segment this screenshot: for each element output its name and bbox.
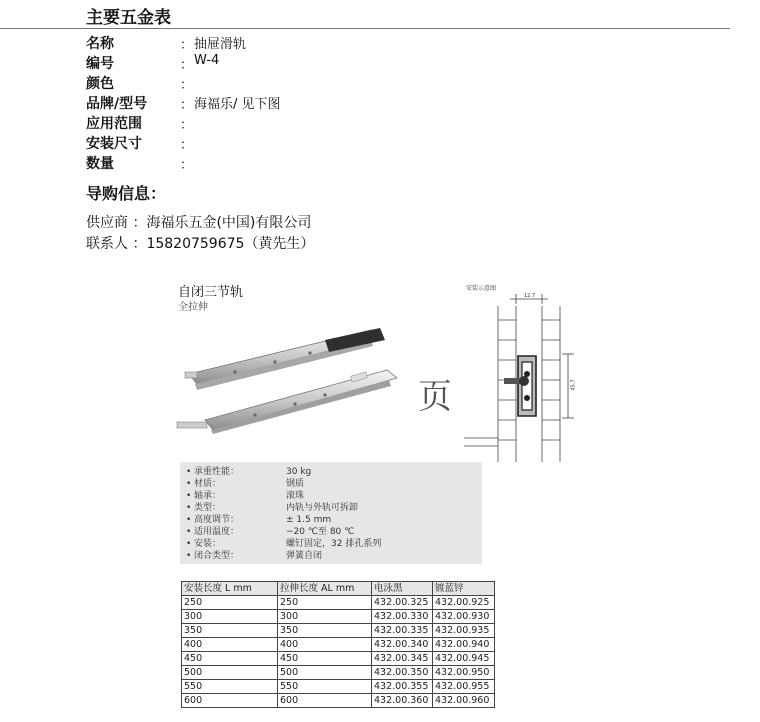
table-cell: 432.00.340 bbox=[372, 638, 433, 652]
table-cell: 550 bbox=[278, 680, 372, 694]
table-cell: 500 bbox=[278, 666, 372, 680]
spec-label-name: 名称 bbox=[86, 36, 114, 52]
table-cell: 432.00.355 bbox=[372, 680, 433, 694]
watermark: 页 bbox=[418, 377, 452, 417]
table-cell: 432.00.940 bbox=[433, 638, 495, 652]
features-panel bbox=[180, 462, 482, 564]
feature-key: 适用温度： bbox=[194, 527, 240, 537]
bullet: • bbox=[186, 539, 192, 549]
dim-height-label: 45.7 bbox=[570, 379, 577, 391]
table-cell: 300 bbox=[278, 610, 372, 624]
table-row bbox=[182, 610, 495, 624]
spec-label-color: 颜色 bbox=[86, 76, 114, 92]
supplier-line: 供应商 ：海福乐五金(中国)有限公司 bbox=[86, 215, 312, 231]
spec-value-code: W-4 bbox=[194, 53, 220, 68]
install-diagram-label: 安装示意图 bbox=[466, 285, 497, 292]
feature-value: 30 kg bbox=[286, 467, 312, 477]
bullet: • bbox=[186, 503, 192, 513]
dim-width-label: 12.7 bbox=[524, 293, 536, 299]
spec-colon: ： bbox=[180, 138, 194, 153]
column-header: 拉伸长度 AL mm bbox=[278, 582, 372, 596]
spec-label-quantity: 数量 bbox=[86, 156, 114, 172]
table-cell: 432.00.330 bbox=[372, 610, 433, 624]
feature-key: 高度调节： bbox=[194, 515, 240, 525]
order-table bbox=[181, 581, 495, 708]
table-cell: 432.00.935 bbox=[433, 624, 495, 638]
table-header-row bbox=[182, 582, 495, 596]
feature-key: 轴承： bbox=[194, 491, 222, 501]
contact-line: 联系人 ：15820759675（黄先生） bbox=[86, 236, 315, 252]
feature-key: 承重性能： bbox=[194, 467, 240, 477]
table-cell: 400 bbox=[182, 638, 278, 652]
table-row bbox=[182, 652, 495, 666]
drawer-slide-illustration bbox=[175, 322, 405, 434]
table-cell: 432.00.930 bbox=[433, 610, 495, 624]
spec-label-install-size: 安装尺寸 bbox=[86, 136, 142, 152]
bullet: • bbox=[186, 527, 192, 537]
feature-value: 滚珠 bbox=[286, 491, 305, 501]
spec-colon: ： bbox=[180, 118, 194, 133]
feature-value: ± 1.5 mm bbox=[286, 515, 332, 525]
table-cell: 432.00.325 bbox=[372, 596, 433, 610]
feature-value: 钢质 bbox=[286, 479, 305, 489]
table-row bbox=[182, 624, 495, 638]
feature-key: 材质： bbox=[194, 479, 222, 489]
table-cell: 600 bbox=[182, 694, 278, 708]
spec-label-application: 应用范围 bbox=[86, 116, 142, 132]
feature-value: 弹簧自闭 bbox=[286, 551, 323, 561]
table-row bbox=[182, 694, 495, 708]
table-cell: 500 bbox=[182, 666, 278, 680]
table-cell: 432.00.955 bbox=[433, 680, 495, 694]
bullet: • bbox=[186, 515, 192, 525]
feature-value: 内轨与外轨可拆卸 bbox=[286, 503, 359, 513]
bullet: • bbox=[186, 491, 192, 501]
bullet: • bbox=[186, 467, 192, 477]
table-cell: 350 bbox=[182, 624, 278, 638]
column-header: 镀蓝锌 bbox=[433, 582, 495, 596]
table-cell: 450 bbox=[278, 652, 372, 666]
table-row bbox=[182, 666, 495, 680]
bullet: • bbox=[186, 551, 192, 561]
table-cell: 400 bbox=[278, 638, 372, 652]
table-cell: 350 bbox=[278, 624, 372, 638]
spec-value-brand: 海福乐/ 见下图 bbox=[194, 97, 281, 112]
table-cell: 432.00.925 bbox=[433, 596, 495, 610]
table-cell: 432.00.960 bbox=[433, 694, 495, 708]
bullet: • bbox=[186, 479, 192, 489]
table-cell: 550 bbox=[182, 680, 278, 694]
product-title: 自闭三节轨 bbox=[178, 285, 244, 300]
feature-value: −20 ℃至 80 ℃ bbox=[286, 527, 355, 537]
table-cell: 432.00.335 bbox=[372, 624, 433, 638]
spec-colon: ： bbox=[180, 38, 194, 53]
spec-colon: ： bbox=[180, 58, 194, 73]
feature-key: 安装： bbox=[194, 539, 222, 549]
table-row bbox=[182, 596, 495, 610]
table-cell: 432.00.360 bbox=[372, 694, 433, 708]
column-header: 安装长度 L mm bbox=[182, 582, 278, 596]
table-cell: 250 bbox=[182, 596, 278, 610]
feature-key: 闭合类型： bbox=[194, 551, 240, 561]
table-cell: 432.00.950 bbox=[433, 666, 495, 680]
guide-heading: 导购信息： bbox=[86, 184, 167, 203]
column-header: 电泳黑 bbox=[372, 582, 433, 596]
table-row bbox=[182, 638, 495, 652]
spec-label-code: 编号 bbox=[86, 56, 114, 72]
table-cell: 600 bbox=[278, 694, 372, 708]
feature-value: 螺钉固定，32 排孔系列 bbox=[286, 539, 382, 549]
spec-colon: ： bbox=[180, 98, 194, 113]
spec-colon: ： bbox=[180, 78, 194, 93]
title-divider bbox=[0, 28, 730, 29]
table-cell: 432.00.945 bbox=[433, 652, 495, 666]
spec-value-name: 抽屉滑轨 bbox=[194, 37, 247, 52]
table-row bbox=[182, 680, 495, 694]
table-cell: 432.00.350 bbox=[372, 666, 433, 680]
table-cell: 250 bbox=[278, 596, 372, 610]
product-subtitle: 全拉伸 bbox=[178, 302, 208, 313]
table-cell: 300 bbox=[182, 610, 278, 624]
page-title: 主要五金表 bbox=[86, 8, 171, 28]
spec-label-brand: 品牌/型号 bbox=[86, 96, 148, 112]
feature-key: 类型： bbox=[194, 503, 222, 513]
spec-colon: ： bbox=[180, 158, 194, 173]
table-cell: 450 bbox=[182, 652, 278, 666]
table-cell: 432.00.345 bbox=[372, 652, 433, 666]
installation-diagram bbox=[462, 290, 577, 465]
